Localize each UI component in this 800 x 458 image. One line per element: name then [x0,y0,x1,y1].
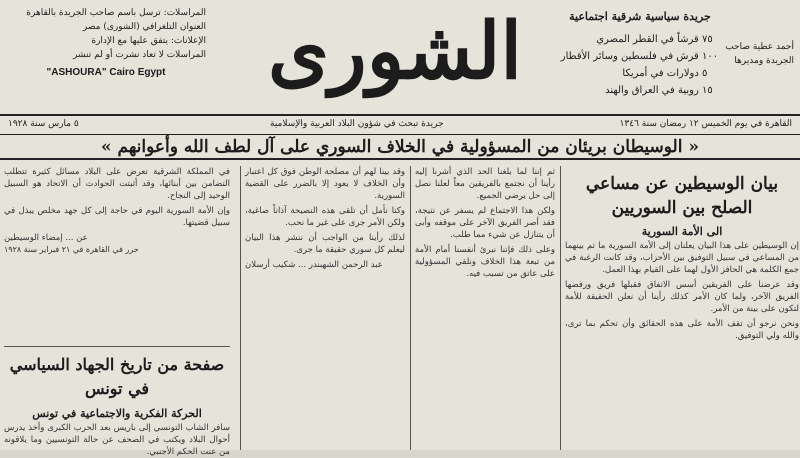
english-address: "ASHOURA" Cairo Egypt [46,67,166,78]
paragraph: إن الوسيطين على هذا البيان يعلنان إلى الأمة السورية ما تم بينهما من المساعي في سبيل التوفيق بين الأحزاب، وقد كانت الرغبة في جمع الكلمة هي الحافز الأول لهما على القيام بهذا العمل. [565,241,799,275]
masthead [0,0,800,122]
article-text: سافر الشاب التونسي إلى باريس بعد الحرب الكبرى وأخذ يدرس أحوال البلاد ويكتب في الصحف عن حالة التونسيين وما يلاقونه من عنت الحكم الأجنبي. [4,423,230,457]
newspaper-title: الشورى [267,6,523,97]
article-heading: صفحة من تاريخ الجهاد السياسي في تونس [9,355,225,398]
main-headline: « الوسيطان بريئان من المسؤولية في الخلاف السوري على آل لطف الله وأعوانهم » [0,136,800,160]
paragraph: ثم إننا لما بلغنا الحد الذي أشرنا إليه رأينا أن نجتمع بالفريقين معاً لعلنا نصل إلى حل يرضي الجميع. [415,167,555,201]
publisher-info [6,6,206,80]
manager-info: أحمد عطية صاحب الجريدة ومديرها [725,42,794,66]
column-1 [560,166,799,450]
paragraph: لذلك رأينا من الواجب أن ننشر هذا البيان ليعلم كل سوري حقيقة ما جرى. [245,233,405,255]
paragraph: ونحن نرجو أن تقف الأمة على هذه الحقائق وأن تحكم بما ترى، والله ولي التوفيق. [565,319,799,341]
subscription-row: ٥ دولارات في أمريكا [622,68,708,79]
column-4 [4,166,230,340]
subscription-row: ١٥ روبية في العراق والهند [605,85,713,96]
tagline: جريدة سياسية شرقية اجتماعية [569,10,711,23]
tunisia-article [4,346,230,457]
strip-motto: جريدة تبحث في شؤون البلاد العربية والإسلامية [270,119,444,129]
paragraph: ولكن هذا الاجتماع لم يسفر عن نتيجة، فقد أصر الفريق الآخر على موقفه وأبى أن يتنازل عن شيء مما طلب. [415,206,555,240]
article-subheading: الحركة الفكرية والاجتماعية في تونس [32,407,202,420]
gregorian-date: ٥ مارس سنة ١٩٢٨ [8,119,79,129]
publisher-ads: الإعلانات: يتفق عليها مع الإدارة [91,36,206,46]
signature: عن ... إمضاء الوسيطين [4,233,88,243]
paragraph: في المملكة الشرقية تعرض على البلاد مسائل كثيرة تتطلب التضامن بين أبنائها، وقد أثبتت الحوادث أن الاتحاد هو السبيل الوحيد إلى النجاح. [4,167,230,201]
paragraph: وكنا نأمل أن تلقى هذه النصيحة آذاناً صاغية، ولكن الأمر جرى على غير ما نحب. [245,206,405,228]
article-heading: بيان الوسيطين عن مساعي الصلح بين السوريين [585,174,779,218]
subscription-rates [560,8,720,99]
dateline: حرر في القاهرة في ٢١ فبراير سنة ١٩٢٨ [4,245,139,254]
paragraph: وقد عرضنا على الفريقين أسس الاتفاق فقبلها فريق ورفضها الفريق الآخر، ولما كان الأمر كذلك رأينا أن نعلن الحقيقة للأمة لتكون على بينة من الأمر. [565,280,799,314]
signature: عبد الرحمن الشهبندر ... شكيب أرسلان [245,260,383,270]
publisher-note: المراسلات لا تعاد نشرت أو لم تنشر [73,50,206,60]
publisher-address: المراسلات: ترسل باسم صاحب الجريدة بالقاهرة [26,8,206,18]
paragraph: وعلى ذلك فإننا نبرئ أنفسنا أمام الأمة من تبعة هذا الخلاف ونلقي المسؤولية على عاتق من تسبب فيه. [415,245,555,279]
article-subheading: الى الأمة السورية [641,225,723,238]
subscription-row: ٧٥ قرشاً في القطر المصري [596,34,713,45]
paragraph: وقد بينا لهم أن مصلحة الوطن فوق كل اعتبار وأن الخلاف لا يعود إلا بالضرر على القضية السورية. [245,167,405,201]
column-2 [410,166,555,450]
column-3 [240,166,405,450]
subscription-row: ١٠٠ قرش في فلسطين وسائر الأقطار [560,51,719,62]
paragraph: وإن الأمة السورية اليوم في حاجة إلى كل جهد مخلص يبذل في سبيل قضيتها. [4,206,230,228]
publisher-telegraph: العنوان التلغرافي (الشورى) مصر [82,22,206,32]
hijri-date: القاهرة في يوم الخميس ١٢ رمضان سنة ١٣٤٦ [619,119,792,129]
date-strip [0,114,800,135]
